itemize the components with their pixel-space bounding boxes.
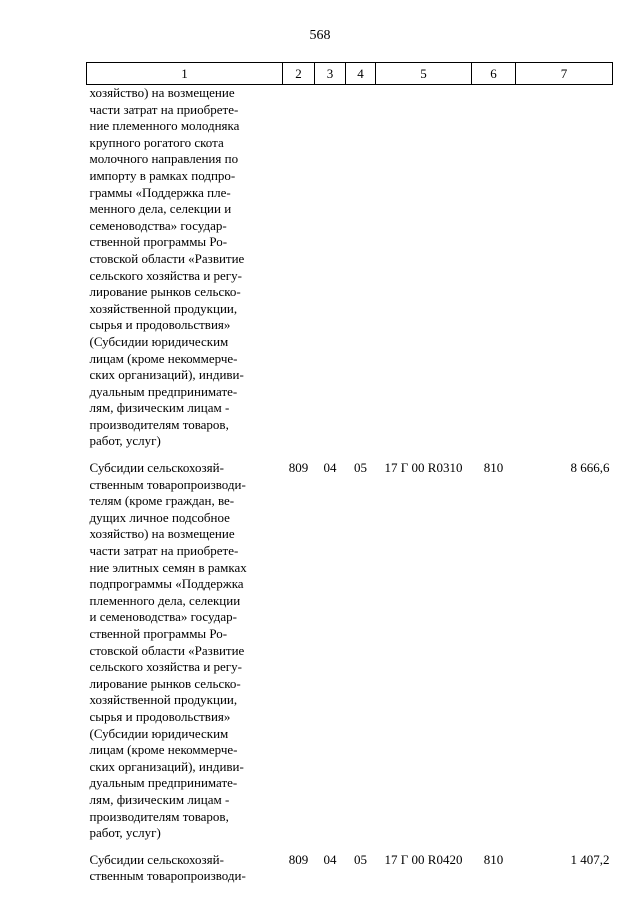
row-subsection-code xyxy=(346,85,376,451)
row-ministry-code: 809 xyxy=(288,460,309,476)
budget-table xyxy=(86,62,613,885)
header-row xyxy=(87,63,613,85)
table-body xyxy=(87,85,613,885)
row-amount: 8 666,6 xyxy=(570,460,610,476)
row-section-code xyxy=(315,85,346,451)
table-row xyxy=(87,842,613,885)
row-amount: 1 407,2 xyxy=(570,851,610,867)
header-col-3: 3 xyxy=(315,63,346,85)
row-description: Субсидии сельскохозяй- ственным товаропроизводи- телям (кроме граждан, ве- дущих личное подсобное хозяйство) на возмещение части затрат на приобрете- ние элитных семян в рамках подпрограммы «Поддержка племенного дела, селекции и семеноводства» государ- ственной программы Ро- стовской области «Развитие сельского хозяйства и регу- лирование рынков сельско- хозяйственной продукции, сырья и продовольствия» (Субсидии юридическим лицам (кроме некоммерче- ских организаций), индиви- дуальным предпринимате- лям, физическим лицам - производителям товаров, работ, услуг) xyxy=(89,460,247,841)
row-section-code: 04 xyxy=(323,851,337,867)
row-description: Субсидии сельскохозяй- ственным товаропроизводи- xyxy=(89,851,246,884)
header-col-1: 1 xyxy=(87,63,283,85)
row-subsection-code: 05 xyxy=(354,851,367,867)
row-target-code: 17 Г 00 R0420 xyxy=(384,851,463,867)
row-subsection-code: 05 xyxy=(354,460,367,476)
row-description: хозяйство) на возмещение части затрат на приобрете- ние племенного молодняка крупного рогатого скота молочного направления по импорту в рамках подпро- граммы «Поддержка пле- менного дела, селекции и семеноводства» государ- ственной программы Ро- стовской области «Развитие сельского хозяйства и регу- лирование рынков сельско- хозяйственной продукции, сырья и продовольствия» (Субсидии юридическим лицам (кроме некоммерче- ских организаций), индиви- дуальным предпринимате- лям, физическим лицам - производителям товаров, работ, услуг) xyxy=(89,85,245,449)
row-ministry-code xyxy=(283,85,315,451)
table-row xyxy=(87,450,613,842)
table-row xyxy=(87,85,613,451)
row-expense-type-code: 810 xyxy=(483,460,504,476)
row-expense-type-code xyxy=(472,85,516,451)
row-target-code xyxy=(376,85,472,451)
table-header xyxy=(87,63,613,85)
row-target-code: 17 Г 00 R0310 xyxy=(384,460,463,476)
header-col-7: 7 xyxy=(516,63,613,85)
row-section-code: 04 xyxy=(323,460,337,476)
header-col-4: 4 xyxy=(346,63,376,85)
row-amount xyxy=(516,85,613,451)
header-col-2: 2 xyxy=(283,63,315,85)
page-number: 568 xyxy=(309,28,331,43)
header-col-5: 5 xyxy=(376,63,472,85)
row-ministry-code: 809 xyxy=(288,851,309,867)
row-expense-type-code: 810 xyxy=(483,851,504,867)
header-col-6: 6 xyxy=(472,63,516,85)
